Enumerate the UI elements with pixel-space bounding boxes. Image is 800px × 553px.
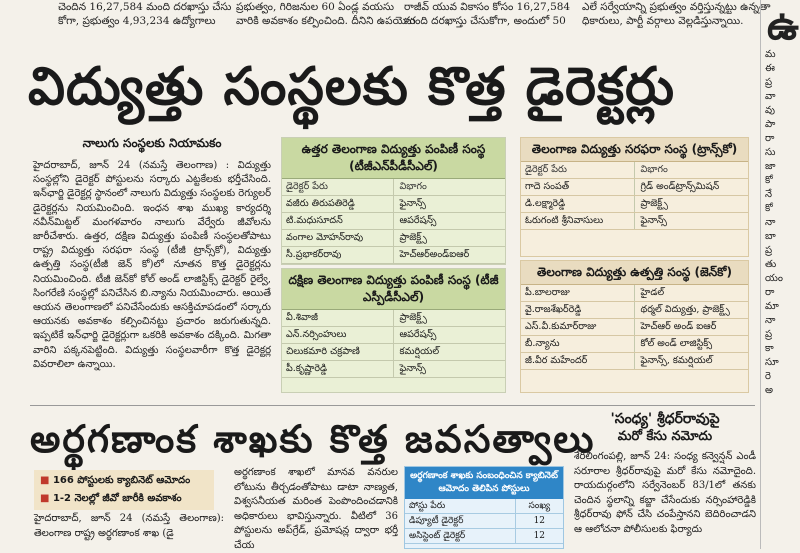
table-cell: బీ.న్యాను bbox=[521, 336, 635, 352]
right-column-line: నా bbox=[765, 217, 776, 228]
table-cell: గ్రిడ్ అండ్‌ట్రాన్స్‌మిషన్ bbox=[640, 181, 720, 192]
section-divider bbox=[30, 405, 755, 406]
table-cell: వంగాల మోహన్‌రావు bbox=[282, 230, 394, 246]
table-row: పోస్టు పేరు సంఖ్య bbox=[405, 499, 563, 514]
right-column-line: పా bbox=[765, 119, 776, 130]
table-cell: ఆపరేషన్స్ bbox=[399, 329, 437, 340]
table-cell: టి.మధుసూదన్ bbox=[282, 213, 394, 229]
table-row bbox=[405, 529, 563, 544]
table-cell: థర్మల్ విద్యుత్తు, ప్రాజెక్ట్స్ bbox=[640, 304, 730, 315]
table-cell: వీ.శివాజీ bbox=[282, 310, 394, 326]
bullet-item: ■ 1-2 నెలల్లో జీవో జారీకి అవకాశం bbox=[40, 490, 208, 508]
right-column-line: ఈ bbox=[765, 63, 775, 74]
table-cell: కోల్ అండ్ లాజిస్టిక్స్ bbox=[640, 338, 713, 349]
right-column-line: అ bbox=[765, 385, 773, 396]
spdcl-table bbox=[281, 268, 506, 393]
table-cell: ఫైనాన్స్ bbox=[399, 363, 426, 374]
right-column-line: మ bbox=[765, 49, 776, 60]
power-article-body: హైదరాబాద్, జూన్ 24 (నమస్తే తెలంగాణ) : విద్యుత్తు సంస్థల్లోని డైరెక్టర్ పోస్టులను సర్కారు ఎట్టకేలకు భర్తీచేసింది. ఇన్‌ఛార్జి డైరెక్టర్ల స్థానంలో నాలుగు విద్యుత్తు సంస్థలకు రెగ్యులర్ డైరెక్టర్లను నియమించింది. ఇంధన శాఖ ముఖ్య కార్యదర్శి నవీన్‌మిట్టల్ మంగళవారం నాలుగు వేర్వేరు జీవోలను జారీచేశారు. ఉత్తర, దక్షిణ విద్యుత్తు పంపిణీ సంస్థలతోపాటు రాష్ట్ర విద్యుత్తు సరఫరా సంస్థ (టీజీ ట్రాన్స్‌కో), విద్యుత్తు ఉత్పత్తి సంస్థ(టీజీ జెన్ కో)లో నూతన కొత్త డైరెక్టర్లను నియమించింది. టీజీ జెన్‌కో కోల్ అండ్ లాజిస్టిక్స్ డైరెక్టర్ రైల్వే, సింగరేణి సంస్థల్లో పనిచేసిన బి.న్యాను నియమించారు. ఆయితే ఆయన తెలంగాణలో పనిచేసేందుకు ఆసక్తిచూపడంలో సర్కారు ఆయనకు అవకాశం కల్పించినట్టు ప్రచారం జరుగుతున్నది. ఇప్పటికే ఇన్‌ఛార్జి డైరెక్టర్లుగా ఒకరికి అవకాశం దక్కింది. మిగతా వారిని పక్కనపెట్టింది. విద్యుత్తు సంస్థలవారీగా కొత్త డైరెక్టర్ల వివరాలిలా ఉన్నాయి. bbox=[33, 160, 271, 370]
stats-article-body-left: హైదరాబాద్, జూన్ 24 (నమస్తే తెలంగాణ): తెలంగాణ రాష్ట్ర అర్థగణాంక శాఖ (డై bbox=[34, 513, 224, 539]
table-row bbox=[521, 302, 748, 319]
stats-headline: అర్థగణాంక శాఖకు కొత్త జవసత్వాలు bbox=[30, 417, 596, 461]
stats-article-body-mid: అర్థగణాంక శాఖలో మానవ వనరుల లోటును తీర్చడంతోపాటు డాటా నాణ్యత, విశ్వసనీయత మరింత పెంపొందించడానికి అధికారులు భావిస్తున్నారు. వీటిలో 36 పోస్టులను అప్‌గ్రేడ్, ప్రమోషన్ల ద్వారా భర్తీ చేయ bbox=[234, 467, 398, 551]
table-cell: ఎన్.నర్సింహులు bbox=[282, 327, 394, 343]
table-row bbox=[521, 196, 748, 213]
table-cell: ప్రాజెక్ట్స్ bbox=[640, 198, 668, 209]
right-column-line: ప్ర bbox=[765, 245, 773, 256]
table-cell: 12 bbox=[533, 516, 546, 526]
right-column-line: సు bbox=[765, 147, 776, 158]
side-article bbox=[574, 410, 756, 549]
right-column-line: ప్ర bbox=[765, 329, 773, 340]
table-row bbox=[282, 344, 505, 361]
top-strip-col1: చెందిన 16,27,584 మంది దరఖాస్తు చేసు కోగా, ప్రభుత్వం 4,93,234 ఉద్యోగాలు bbox=[58, 1, 232, 27]
right-column-drop-letter: ఉ bbox=[767, 2, 799, 49]
right-column-line: నే bbox=[765, 189, 773, 200]
right-column-line: జా bbox=[765, 161, 776, 172]
table-row bbox=[405, 514, 563, 529]
table-row bbox=[521, 179, 748, 196]
table-cell: ఫైనాన్స్ bbox=[640, 215, 667, 226]
right-column-line: వు bbox=[765, 105, 775, 116]
top-strip-col2: ప్రభుత్వం, గిరిజనుల 60 ఏండ్ల వయసు వారికి అవకాశం కల్పించింది. దీనిని ఉపయోగ bbox=[236, 1, 416, 27]
stats-bullets bbox=[34, 470, 214, 510]
table-row bbox=[521, 319, 748, 336]
transco-table bbox=[520, 137, 749, 257]
posts-table-title: అర్థగణాంక శాఖకు సంబంధించిన క్యాబినెట్ ఆమోదం తెలిపిన పోస్టులు bbox=[405, 467, 563, 499]
right-column-line: రా bbox=[765, 287, 775, 298]
right-column-line: వా bbox=[765, 91, 776, 102]
right-column-lines bbox=[761, 48, 800, 398]
table-cell: హెచ్‌ఆర్‌అండ్‌ఐఆర్ bbox=[399, 249, 470, 260]
right-column-line: కా bbox=[765, 343, 774, 354]
table-row bbox=[282, 230, 505, 247]
table-cell: హైడల్ bbox=[640, 287, 665, 298]
power-article bbox=[33, 136, 271, 398]
table-cell: జీ.వీర మహేందర్ bbox=[521, 353, 635, 369]
table-cell: పీ.కృష్ణారెడ్డి bbox=[282, 361, 394, 377]
right-column-line: రె bbox=[765, 371, 771, 382]
table-row bbox=[282, 196, 505, 213]
table-row bbox=[521, 353, 748, 370]
table-cell: చిలుకమారి చక్రపాణి bbox=[282, 344, 394, 360]
table-row bbox=[521, 213, 748, 230]
table-row bbox=[282, 327, 505, 344]
npdcl-table bbox=[281, 137, 506, 265]
side-article-subtitle: మరో కేసు నమోదు bbox=[617, 429, 713, 444]
top-strip bbox=[0, 0, 771, 38]
right-column bbox=[760, 0, 800, 549]
table-cell: ఫైనాన్స్, కమర్షియల్ bbox=[640, 355, 713, 366]
table-row: డైరెక్టర్ పేరు విభాగం bbox=[521, 162, 748, 179]
table-row bbox=[521, 285, 748, 302]
table-row bbox=[282, 361, 505, 378]
main-headline: విద్యుత్తు సంస్థలకు కొత్త డైరెక్టర్లు bbox=[28, 57, 675, 117]
table-cell: సీ.ప్రభాకర్‌రావు bbox=[282, 247, 394, 263]
posts-table bbox=[404, 466, 564, 549]
table-cell: డి.లక్ష్మారెడ్డి bbox=[521, 196, 635, 212]
table-cell: ఫైనాన్స్ bbox=[399, 198, 426, 209]
table-cell: పీ.బాలరాజు bbox=[521, 285, 635, 301]
right-column-line: బా bbox=[765, 231, 776, 242]
table-row bbox=[521, 336, 748, 353]
power-article-subhead: నాలుగు సంస్థలకు నియామకం bbox=[82, 136, 222, 150]
right-column-line: ప్ర bbox=[765, 77, 773, 88]
table-cell: వజీరు తిరుపతిరెడ్డి bbox=[282, 196, 394, 212]
table-cell: 12 bbox=[533, 531, 546, 541]
right-column-line: కో bbox=[765, 203, 773, 214]
table-cell: ప్రాజెక్ట్స్ bbox=[399, 312, 427, 323]
table-cell: అసిస్టెంట్ డైరెక్టర్ bbox=[405, 529, 516, 543]
table-cell: ఎస్.వీ.కుమార్‌రాజు bbox=[521, 319, 635, 335]
bullet-item: ■ 166 పోస్టులకు క్యాబినెట్ ఆమోదం bbox=[40, 472, 208, 490]
table-cell: ఆపరేషన్స్ bbox=[399, 215, 437, 226]
right-column-line: రా bbox=[765, 133, 775, 144]
table-cell: వై.రాజశేఖర్‌రెడ్డి bbox=[521, 302, 635, 318]
genco-table bbox=[520, 260, 749, 393]
right-column-line: మా bbox=[765, 301, 779, 312]
side-article-title: 'సంధ్య' శ్రీధర్‌రావుపై bbox=[610, 411, 720, 427]
top-strip-col4: ఎలే సర్వేయాన్ని ప్రభుత్వం వర్తిస్తున్నట్టు ఉన్నతా ధికారులు, పార్టీ వర్గాలు వెల్లడిస్తున్నాయి. bbox=[582, 1, 771, 27]
table-cell: కమర్షియల్ bbox=[399, 346, 440, 357]
table-cell: గాదె సంపత్ bbox=[521, 179, 635, 195]
right-column-line: తు bbox=[765, 259, 777, 270]
table-row bbox=[282, 310, 505, 327]
table-cell: ఓరుగంటి శ్రీనివాసులు bbox=[521, 213, 635, 229]
table-row: డైరెక్టర్ పేరు విభాగం bbox=[282, 179, 505, 196]
top-strip-col3: రాజీవ్ యువ వికాసం కోసం 16,27,584 మంది దరఖాస్తు చేసుకోగా, అందులో 50 bbox=[404, 1, 571, 27]
transco-table-title: తెలంగాణ విద్యుత్తు సరఫరా సంస్థ (ట్రాన్స్‌కో) bbox=[521, 138, 748, 162]
side-article-body: శేరిలింగంపల్లి, జూన్ 24: సంధ్య కన్వెన్షన్ ఎండీ సరూరాల శ్రీధర్‌రావుపై మరో కేసు నమోదైంది. రాయదుర్గంలోని సర్వేనెంబర్ 83/1లో తనకు చెందిన స్థలాన్ని కబ్జా చేసేందుకు నర్సింహారెడ్డికి శ్రీధర్‌రావు ఫోన్ చేసి చంపేస్తానని బెదిరించాడని ఆ ఆలోచనా పోలీసులకు ఫిర్యాదు bbox=[574, 451, 756, 535]
table-cell: ప్రాజెక్ట్స్ bbox=[399, 232, 427, 243]
right-column-line: కో bbox=[765, 175, 773, 186]
table-row bbox=[282, 247, 505, 264]
table-cell: హెచ్‌ఆర్ అండ్ ఐఆర్ bbox=[640, 321, 717, 332]
npdcl-table-title: ఉత్తర తెలంగాణ విద్యుత్తు పంపిణీ సంస్థ (టీజీఎన్‌పీడీసీఎల్) bbox=[282, 138, 505, 179]
spdcl-table-title: దక్షిణ తెలంగాణ విద్యుత్తు పంపిణీ సంస్థ (టీజీ ఎస్పీడీసీఎల్) bbox=[282, 269, 505, 310]
table-row bbox=[282, 213, 505, 230]
right-column-line: యం bbox=[765, 273, 783, 284]
right-column-line: సూ bbox=[765, 357, 779, 368]
right-column-line: నా bbox=[765, 315, 776, 326]
table-cell: డిప్యూటీ డైరెక్టర్ bbox=[405, 514, 516, 528]
genco-table-title: తెలంగాణ విద్యుత్తు ఉత్పత్తి సంస్థ (జెన్‌కో) bbox=[521, 261, 748, 285]
